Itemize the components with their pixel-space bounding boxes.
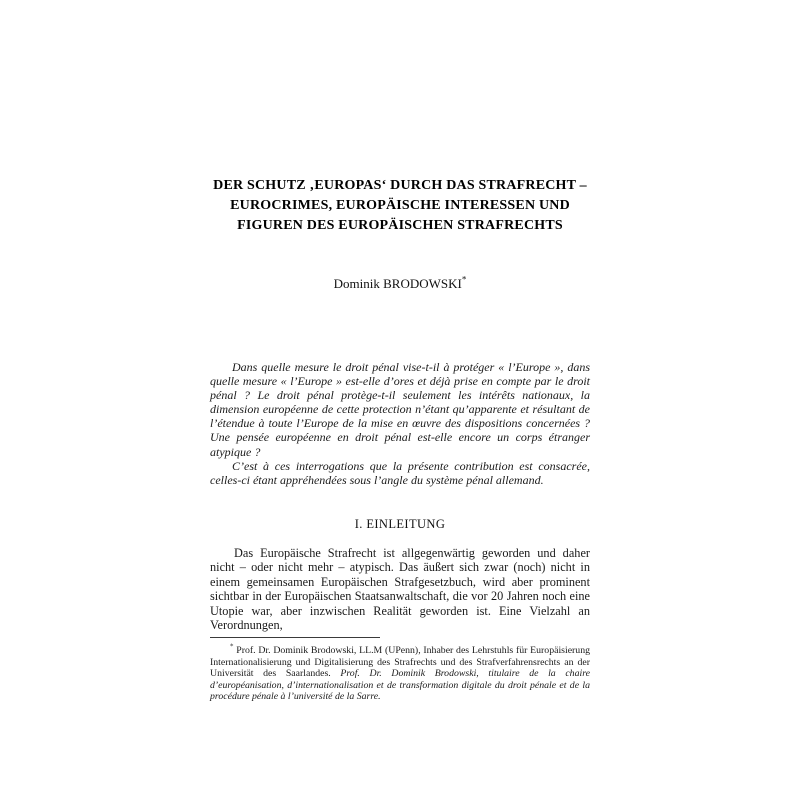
footnote-paragraph [210,642,591,703]
footnote [210,642,591,703]
author-name: Dominik BRODOWSKI [333,276,462,291]
section-heading: I. EINLEITUNG [354,517,446,531]
abstract-paragraph-1: Dans quelle mesure le droit pénal vise-t-il à protéger « l’Europe », dans quelle mesure « l’Europe » est-elle d’ores et déjà prise en compte par le droit pénal ? Le droit pénal protège-t-il seulement les intérêts nationaux, la dimension européenne de cette protection n’étant qu’apparente et résultant de l’étendue à toute l’Europe de la mise en œuvre des dispositions concernées ? Une pensée européenne en droit pénal est-elle encore un corps étranger atypique ? [210,360,590,459]
article-title-line-3: FIGUREN DES EUROPÄISCHEN STRAFRECHTS [237,218,563,233]
body-text [210,546,590,632]
footnote-separator-rule [210,637,380,638]
article-title [210,176,590,236]
footnote-marker: * [230,642,234,651]
abstract-paragraph-2: C’est à ces interrogations que la présente contribution est consacrée, celles-ci étant appréhendées sous l’angle du système pénal allemand. [210,458,590,487]
footnote-text-german: Prof. Dr. Dominik Brodowski, LL.M (UPenn), Inhaber des Lehrstuhls für Europäisierung Internationalisierung und Digitalisierung des Strafrechts und des Strafverfahrensrechts an der Universität des Saarlandes. [210,645,591,680]
author-line [210,276,590,292]
footnote-text-french: Prof. Dr. Dominik Brodowski, titulaire de la chaire d’européanisation, d’internationalisation et de transformation digitale du droit pénale et de la procédure pénale à l’université de la Sarre. [210,668,590,703]
article-title-line-2: EUROCRIMES, EUROPÄISCHE INTERESSEN UND [230,198,570,213]
body-paragraph: Das Europäische Strafrecht ist allgegenwärtig geworden und daher nicht – oder nicht mehr – atypisch. Das äußert sich zwar (noch) nicht in einem gemeinsamen Europäischen Strafgesetzbuch, wird aber prominent sichtbar in der Europäischen Staatsanwaltschaft, die vor 20 Jahren noch eine Utopie war, aber inzwischen Realität geworden ist. Eine Vielzahl an Verordnungen, [210,546,590,633]
abstract [210,360,590,487]
article-title-line-1: DER SCHUTZ ‚EUROPAS‘ DURCH DAS STRAFRECHT – [213,178,587,193]
author-footnote-marker: * [461,274,467,285]
